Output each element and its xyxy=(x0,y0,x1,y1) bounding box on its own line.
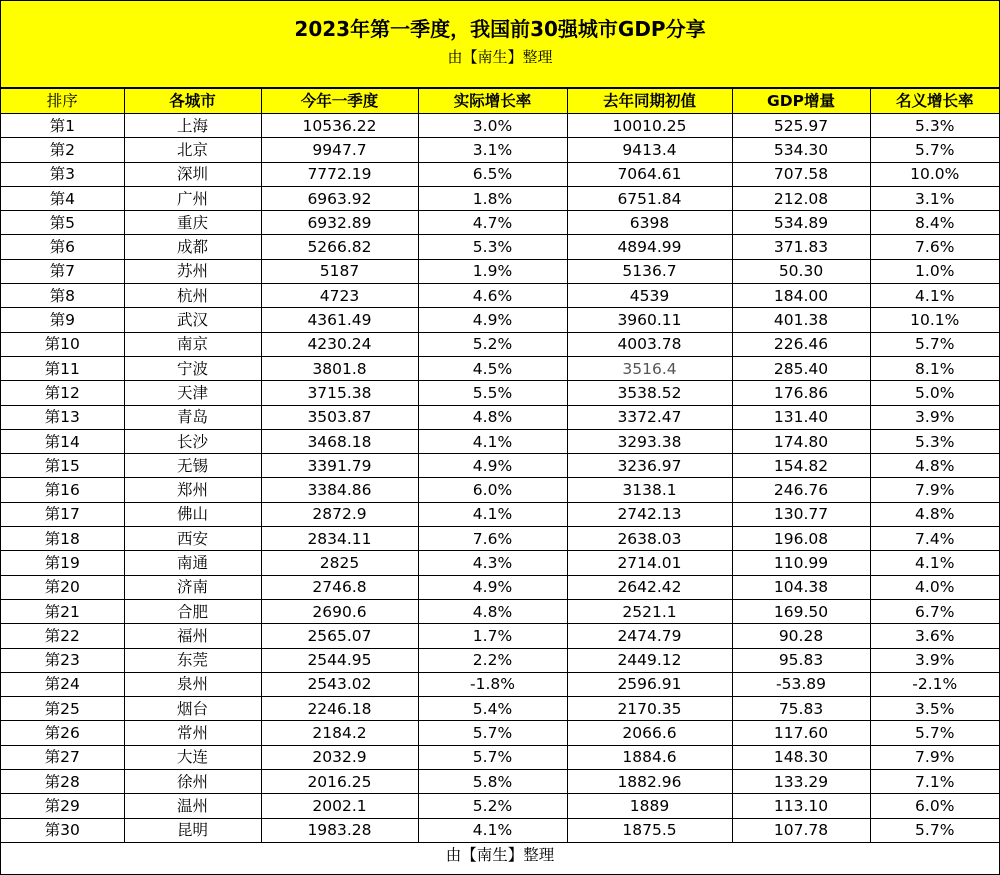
rank-cell[interactable]: 第14 xyxy=(1,429,124,453)
real-growth-cell[interactable]: 1.7% xyxy=(418,624,567,648)
last-year-cell[interactable]: 1889 xyxy=(567,794,732,818)
q1-value-cell[interactable]: 2746.8 xyxy=(261,575,418,599)
city-cell[interactable]: 上海 xyxy=(124,114,261,138)
nominal-growth-cell[interactable]: 7.1% xyxy=(870,770,999,794)
last-year-cell[interactable]: 3960.11 xyxy=(567,308,732,332)
last-year-cell[interactable]: 6398 xyxy=(567,211,732,235)
rank-cell[interactable]: 第17 xyxy=(1,502,124,526)
city-cell[interactable]: 天津 xyxy=(124,381,261,405)
rank-cell[interactable]: 第10 xyxy=(1,332,124,356)
gdp-increase-cell[interactable]: 196.08 xyxy=(732,527,870,551)
last-year-cell[interactable]: 2596.91 xyxy=(567,672,732,696)
gdp-increase-cell[interactable]: 107.78 xyxy=(732,818,870,842)
q1-value-cell[interactable]: 2184.2 xyxy=(261,721,418,745)
gdp-increase-cell[interactable]: 50.30 xyxy=(732,259,870,283)
gdp-increase-cell[interactable]: 133.29 xyxy=(732,770,870,794)
real-growth-cell[interactable]: 5.5% xyxy=(418,381,567,405)
city-cell[interactable]: 北京 xyxy=(124,138,261,162)
gdp-increase-cell[interactable]: 95.83 xyxy=(732,648,870,672)
gdp-increase-cell[interactable]: 169.50 xyxy=(732,599,870,623)
q1-value-cell[interactable]: 3391.79 xyxy=(261,454,418,478)
table-row xyxy=(1,429,999,453)
table-row xyxy=(1,381,999,405)
city-cell[interactable]: 深圳 xyxy=(124,162,261,186)
rank-cell[interactable]: 第16 xyxy=(1,478,124,502)
last-year-cell[interactable]: 5136.7 xyxy=(567,259,732,283)
city-cell[interactable]: 佛山 xyxy=(124,502,261,526)
real-growth-cell[interactable]: 4.1% xyxy=(418,818,567,842)
table-row xyxy=(1,672,999,696)
real-growth-cell[interactable]: 3.0% xyxy=(418,114,567,138)
gdp-increase-cell[interactable]: 226.46 xyxy=(732,332,870,356)
nominal-growth-cell[interactable]: 6.7% xyxy=(870,599,999,623)
rank-cell[interactable]: 第30 xyxy=(1,818,124,842)
city-cell[interactable]: 东莞 xyxy=(124,648,261,672)
last-year-cell[interactable]: 4003.78 xyxy=(567,332,732,356)
gdp-increase-cell[interactable]: 534.30 xyxy=(732,138,870,162)
city-cell[interactable]: 南京 xyxy=(124,332,261,356)
page-title: 2023年第一季度，我国前30强城市GDP分享 xyxy=(294,17,706,41)
city-cell[interactable]: 宁波 xyxy=(124,356,261,380)
table-row xyxy=(1,308,999,332)
city-cell[interactable]: 无锡 xyxy=(124,454,261,478)
nominal-growth-cell[interactable]: 1.0% xyxy=(870,259,999,283)
table-body xyxy=(1,114,999,843)
last-year-cell[interactable]: 2742.13 xyxy=(567,502,732,526)
real-growth-cell[interactable]: 4.1% xyxy=(418,502,567,526)
rank-cell[interactable]: 第27 xyxy=(1,745,124,769)
q1-value-cell[interactable]: 2246.18 xyxy=(261,697,418,721)
nominal-growth-cell[interactable]: 5.7% xyxy=(870,721,999,745)
q1-value-cell[interactable]: 3801.8 xyxy=(261,356,418,380)
city-cell[interactable]: 西安 xyxy=(124,527,261,551)
q1-value-cell[interactable]: 7772.19 xyxy=(261,162,418,186)
last-year-cell[interactable]: 7064.61 xyxy=(567,162,732,186)
gdp-increase-cell[interactable]: 174.80 xyxy=(732,429,870,453)
column-header-real-growth[interactable]: 实际增长率 xyxy=(418,89,567,114)
q1-value-cell[interactable]: 9947.7 xyxy=(261,138,418,162)
q1-value-cell[interactable]: 5266.82 xyxy=(261,235,418,259)
q1-value-cell[interactable]: 5187 xyxy=(261,259,418,283)
q1-value-cell[interactable]: 2002.1 xyxy=(261,794,418,818)
table-row xyxy=(1,502,999,526)
real-growth-cell[interactable]: 5.4% xyxy=(418,697,567,721)
table-row xyxy=(1,284,999,308)
table-row xyxy=(1,624,999,648)
last-year-cell[interactable]: 4894.99 xyxy=(567,235,732,259)
real-growth-cell[interactable]: 4.1% xyxy=(418,429,567,453)
rank-cell[interactable]: 第6 xyxy=(1,235,124,259)
city-cell[interactable]: 长沙 xyxy=(124,429,261,453)
gdp-increase-cell[interactable]: 154.82 xyxy=(732,454,870,478)
rank-cell[interactable]: 第18 xyxy=(1,527,124,551)
column-header-rank[interactable]: 排序 xyxy=(1,89,124,114)
table-header-row xyxy=(1,89,999,114)
rank-cell[interactable]: 第28 xyxy=(1,770,124,794)
gdp-increase-cell[interactable]: 90.28 xyxy=(732,624,870,648)
nominal-growth-cell[interactable]: 5.7% xyxy=(870,332,999,356)
rank-cell[interactable]: 第8 xyxy=(1,284,124,308)
city-cell[interactable]: 成都 xyxy=(124,235,261,259)
q1-value-cell[interactable]: 3384.86 xyxy=(261,478,418,502)
real-growth-cell[interactable]: 3.1% xyxy=(418,138,567,162)
real-growth-cell[interactable]: 5.2% xyxy=(418,332,567,356)
real-growth-cell[interactable]: 4.8% xyxy=(418,599,567,623)
real-growth-cell[interactable]: 5.7% xyxy=(418,745,567,769)
gdp-increase-cell[interactable]: 104.38 xyxy=(732,575,870,599)
city-cell[interactable]: 南通 xyxy=(124,551,261,575)
last-year-cell[interactable]: 1882.96 xyxy=(567,770,732,794)
q1-value-cell[interactable]: 6963.92 xyxy=(261,186,418,210)
column-header-city[interactable]: 各城市 xyxy=(124,89,261,114)
table-row xyxy=(1,770,999,794)
gdp-increase-cell[interactable]: 176.86 xyxy=(732,381,870,405)
real-growth-cell[interactable]: 4.8% xyxy=(418,405,567,429)
rank-cell[interactable]: 第11 xyxy=(1,356,124,380)
city-cell[interactable]: 烟台 xyxy=(124,697,261,721)
gdp-increase-cell[interactable]: 131.40 xyxy=(732,405,870,429)
q1-value-cell[interactable]: 2872.9 xyxy=(261,502,418,526)
nominal-growth-cell[interactable]: 4.1% xyxy=(870,551,999,575)
nominal-growth-cell[interactable]: 5.7% xyxy=(870,818,999,842)
q1-value-cell[interactable]: 3503.87 xyxy=(261,405,418,429)
nominal-growth-cell[interactable]: 7.6% xyxy=(870,235,999,259)
last-year-cell[interactable]: 10010.25 xyxy=(567,114,732,138)
real-growth-cell[interactable]: 4.7% xyxy=(418,211,567,235)
title-banner xyxy=(1,1,999,88)
gdp-increase-cell[interactable]: 285.40 xyxy=(732,356,870,380)
nominal-growth-cell[interactable]: 7.4% xyxy=(870,527,999,551)
gdp-increase-cell[interactable]: 371.83 xyxy=(732,235,870,259)
city-cell[interactable]: 青岛 xyxy=(124,405,261,429)
city-cell[interactable]: 昆明 xyxy=(124,818,261,842)
q1-value-cell[interactable]: 2016.25 xyxy=(261,770,418,794)
nominal-growth-cell[interactable]: 5.3% xyxy=(870,114,999,138)
table-row xyxy=(1,235,999,259)
gdp-increase-cell[interactable]: 212.08 xyxy=(732,186,870,210)
real-growth-cell[interactable]: 6.5% xyxy=(418,162,567,186)
real-growth-cell[interactable]: 2.2% xyxy=(418,648,567,672)
q1-value-cell[interactable]: 6932.89 xyxy=(261,211,418,235)
nominal-growth-cell[interactable]: 3.9% xyxy=(870,648,999,672)
q1-value-cell[interactable]: 2565.07 xyxy=(261,624,418,648)
last-year-cell[interactable]: 4539 xyxy=(567,284,732,308)
table-row xyxy=(1,745,999,769)
q1-value-cell[interactable]: 3715.38 xyxy=(261,381,418,405)
gdp-increase-cell[interactable]: 117.60 xyxy=(732,721,870,745)
real-growth-cell[interactable]: 7.6% xyxy=(418,527,567,551)
nominal-growth-cell[interactable]: 8.4% xyxy=(870,211,999,235)
real-growth-cell[interactable]: 5.2% xyxy=(418,794,567,818)
q1-value-cell[interactable]: 4723 xyxy=(261,284,418,308)
gdp-increase-cell[interactable]: 75.83 xyxy=(732,697,870,721)
last-year-cell[interactable]: 2170.35 xyxy=(567,697,732,721)
q1-value-cell[interactable]: 2032.9 xyxy=(261,745,418,769)
q1-value-cell[interactable]: 2690.6 xyxy=(261,599,418,623)
page-subtitle: 由【南生】整理 xyxy=(447,48,553,66)
table-row xyxy=(1,356,999,380)
nominal-growth-cell[interactable]: 3.9% xyxy=(870,405,999,429)
rank-cell[interactable]: 第15 xyxy=(1,454,124,478)
last-year-cell[interactable]: 3293.38 xyxy=(567,429,732,453)
real-growth-cell[interactable]: 4.9% xyxy=(418,308,567,332)
nominal-growth-cell[interactable]: 3.5% xyxy=(870,697,999,721)
table-row xyxy=(1,697,999,721)
nominal-growth-cell[interactable]: 5.3% xyxy=(870,429,999,453)
table-row xyxy=(1,575,999,599)
last-year-cell[interactable]: 6751.84 xyxy=(567,186,732,210)
rank-cell[interactable]: 第4 xyxy=(1,186,124,210)
table-row xyxy=(1,405,999,429)
city-cell[interactable]: 常州 xyxy=(124,721,261,745)
rank-cell[interactable]: 第19 xyxy=(1,551,124,575)
table-row xyxy=(1,527,999,551)
gdp-table xyxy=(1,88,999,843)
nominal-growth-cell[interactable]: 6.0% xyxy=(870,794,999,818)
q1-value-cell[interactable]: 4230.24 xyxy=(261,332,418,356)
last-year-cell[interactable]: 3372.47 xyxy=(567,405,732,429)
table-row xyxy=(1,211,999,235)
gdp-increase-cell[interactable]: 534.89 xyxy=(732,211,870,235)
q1-value-cell[interactable]: 2825 xyxy=(261,551,418,575)
table-row xyxy=(1,162,999,186)
nominal-growth-cell[interactable]: 3.1% xyxy=(870,186,999,210)
real-growth-cell[interactable]: 4.9% xyxy=(418,575,567,599)
q1-value-cell[interactable]: 1983.28 xyxy=(261,818,418,842)
rank-cell[interactable]: 第1 xyxy=(1,114,124,138)
table-row xyxy=(1,551,999,575)
nominal-growth-cell[interactable]: 4.0% xyxy=(870,575,999,599)
gdp-increase-cell[interactable]: 246.76 xyxy=(732,478,870,502)
table-row xyxy=(1,454,999,478)
rank-cell[interactable]: 第21 xyxy=(1,599,124,623)
real-growth-cell[interactable]: 1.9% xyxy=(418,259,567,283)
real-growth-cell[interactable]: 4.6% xyxy=(418,284,567,308)
rank-cell[interactable]: 第23 xyxy=(1,648,124,672)
real-growth-cell[interactable]: 5.7% xyxy=(418,721,567,745)
nominal-growth-cell[interactable]: -2.1% xyxy=(870,672,999,696)
nominal-growth-cell[interactable]: 8.1% xyxy=(870,356,999,380)
rank-cell[interactable]: 第22 xyxy=(1,624,124,648)
last-year-cell[interactable]: 3538.52 xyxy=(567,381,732,405)
city-cell[interactable]: 杭州 xyxy=(124,284,261,308)
table-row xyxy=(1,818,999,842)
last-year-cell[interactable]: 2066.6 xyxy=(567,721,732,745)
city-cell[interactable]: 济南 xyxy=(124,575,261,599)
real-growth-cell[interactable]: 5.8% xyxy=(418,770,567,794)
gdp-increase-cell[interactable]: 130.77 xyxy=(732,502,870,526)
last-year-cell[interactable]: 1875.5 xyxy=(567,818,732,842)
table-row xyxy=(1,186,999,210)
real-growth-cell[interactable]: 4.5% xyxy=(418,356,567,380)
nominal-growth-cell[interactable]: 10.1% xyxy=(870,308,999,332)
table-row xyxy=(1,259,999,283)
city-cell[interactable]: 武汉 xyxy=(124,308,261,332)
last-year-cell[interactable]: 2714.01 xyxy=(567,551,732,575)
rank-cell[interactable]: 第13 xyxy=(1,405,124,429)
rank-cell[interactable]: 第25 xyxy=(1,697,124,721)
nominal-growth-cell[interactable]: 10.0% xyxy=(870,162,999,186)
nominal-growth-cell[interactable]: 7.9% xyxy=(870,478,999,502)
table-row xyxy=(1,114,999,138)
city-cell[interactable]: 郑州 xyxy=(124,478,261,502)
column-header-gdp-increase[interactable]: GDP增量 xyxy=(732,89,870,114)
nominal-growth-cell[interactable]: 3.6% xyxy=(870,624,999,648)
city-cell[interactable]: 福州 xyxy=(124,624,261,648)
city-cell[interactable]: 泉州 xyxy=(124,672,261,696)
gdp-increase-cell[interactable]: 148.30 xyxy=(732,745,870,769)
rank-cell[interactable]: 第9 xyxy=(1,308,124,332)
last-year-cell[interactable]: 3516.4 xyxy=(567,356,732,380)
q1-value-cell[interactable]: 2543.02 xyxy=(261,672,418,696)
q1-value-cell[interactable]: 10536.22 xyxy=(261,114,418,138)
gdp-increase-cell[interactable]: 525.97 xyxy=(732,114,870,138)
rank-cell[interactable]: 第20 xyxy=(1,575,124,599)
city-cell[interactable]: 苏州 xyxy=(124,259,261,283)
table-row xyxy=(1,478,999,502)
rank-cell[interactable]: 第29 xyxy=(1,794,124,818)
real-growth-cell[interactable]: 4.9% xyxy=(418,454,567,478)
last-year-cell[interactable]: 3236.97 xyxy=(567,454,732,478)
nominal-growth-cell[interactable]: 4.1% xyxy=(870,284,999,308)
rank-cell[interactable]: 第24 xyxy=(1,672,124,696)
table-row xyxy=(1,599,999,623)
gdp-increase-cell[interactable]: -53.89 xyxy=(732,672,870,696)
city-cell[interactable]: 温州 xyxy=(124,794,261,818)
q1-value-cell[interactable]: 2834.11 xyxy=(261,527,418,551)
gdp-increase-cell[interactable]: 113.10 xyxy=(732,794,870,818)
column-header-nominal-growth[interactable]: 名义增长率 xyxy=(870,89,999,114)
gdp-increase-cell[interactable]: 110.99 xyxy=(732,551,870,575)
table-row xyxy=(1,648,999,672)
rank-cell[interactable]: 第5 xyxy=(1,211,124,235)
city-cell[interactable]: 广州 xyxy=(124,186,261,210)
last-year-cell[interactable]: 2521.1 xyxy=(567,599,732,623)
real-growth-cell[interactable]: 5.3% xyxy=(418,235,567,259)
nominal-growth-cell[interactable]: 4.8% xyxy=(870,502,999,526)
nominal-growth-cell[interactable]: 5.7% xyxy=(870,138,999,162)
gdp-increase-cell[interactable]: 401.38 xyxy=(732,308,870,332)
real-growth-cell[interactable]: -1.8% xyxy=(418,672,567,696)
last-year-cell[interactable]: 2638.03 xyxy=(567,527,732,551)
last-year-cell[interactable]: 2474.79 xyxy=(567,624,732,648)
nominal-growth-cell[interactable]: 5.0% xyxy=(870,381,999,405)
gdp-increase-cell[interactable]: 707.58 xyxy=(732,162,870,186)
q1-value-cell[interactable]: 4361.49 xyxy=(261,308,418,332)
column-header-last-year[interactable]: 去年同期初值 xyxy=(567,89,732,114)
footer-note: 由【南生】整理 xyxy=(445,845,555,864)
last-year-cell[interactable]: 9413.4 xyxy=(567,138,732,162)
city-cell[interactable]: 大连 xyxy=(124,745,261,769)
rank-cell[interactable]: 第2 xyxy=(1,138,124,162)
gdp-increase-cell[interactable]: 184.00 xyxy=(732,284,870,308)
real-growth-cell[interactable]: 1.8% xyxy=(418,186,567,210)
last-year-cell[interactable]: 2449.12 xyxy=(567,648,732,672)
rank-cell[interactable]: 第3 xyxy=(1,162,124,186)
table-row xyxy=(1,332,999,356)
city-cell[interactable]: 徐州 xyxy=(124,770,261,794)
nominal-growth-cell[interactable]: 4.8% xyxy=(870,454,999,478)
last-year-cell[interactable]: 3138.1 xyxy=(567,478,732,502)
real-growth-cell[interactable]: 4.3% xyxy=(418,551,567,575)
table-row xyxy=(1,721,999,745)
real-growth-cell[interactable]: 6.0% xyxy=(418,478,567,502)
rank-cell[interactable]: 第12 xyxy=(1,381,124,405)
rank-cell[interactable]: 第7 xyxy=(1,259,124,283)
city-cell[interactable]: 重庆 xyxy=(124,211,261,235)
last-year-cell[interactable]: 1884.6 xyxy=(567,745,732,769)
q1-value-cell[interactable]: 3468.18 xyxy=(261,429,418,453)
q1-value-cell[interactable]: 2544.95 xyxy=(261,648,418,672)
column-header-q1-this-year[interactable]: 今年一季度 xyxy=(261,89,418,114)
table-row xyxy=(1,794,999,818)
table-row xyxy=(1,138,999,162)
city-cell[interactable]: 合肥 xyxy=(124,599,261,623)
last-year-cell[interactable]: 2642.42 xyxy=(567,575,732,599)
nominal-growth-cell[interactable]: 7.9% xyxy=(870,745,999,769)
rank-cell[interactable]: 第26 xyxy=(1,721,124,745)
